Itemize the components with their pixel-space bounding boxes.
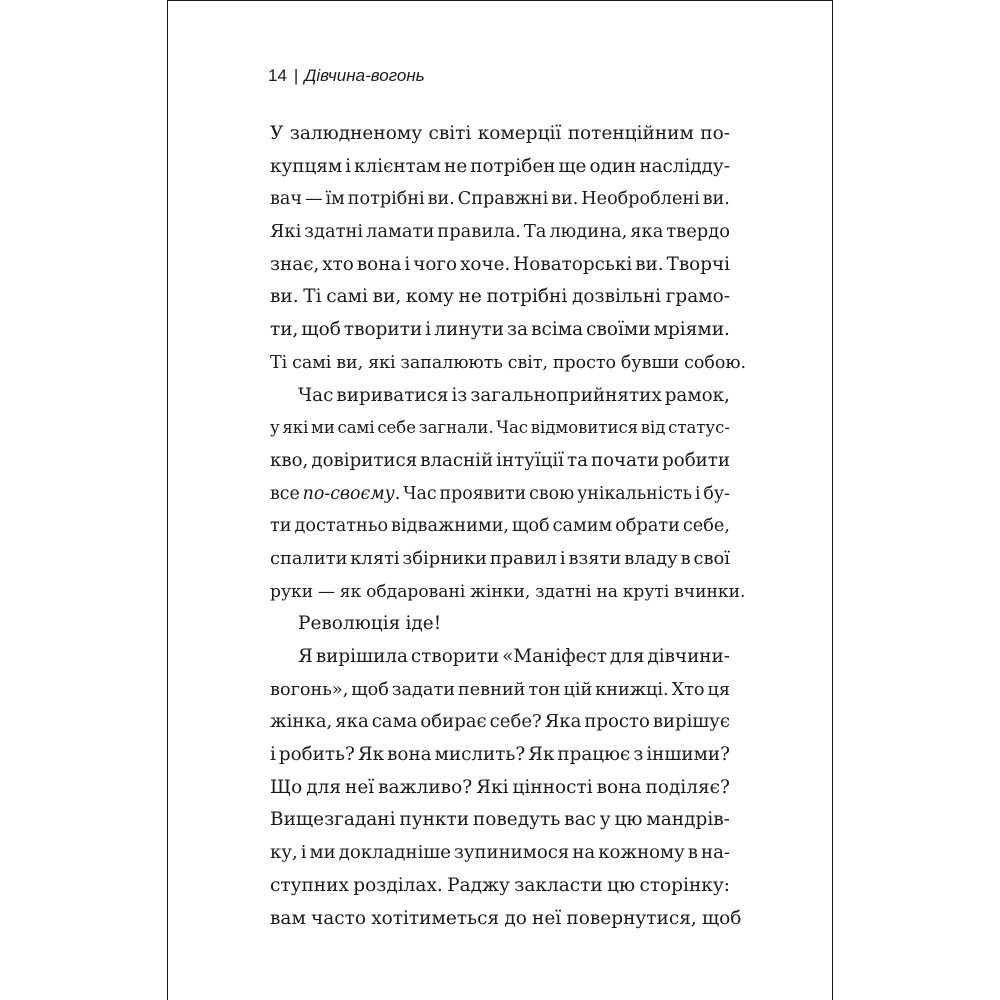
- text-line: Революція іде!: [298, 613, 442, 635]
- text-line: жінка, яка сама обирає себе? Яка просто вирішує: [270, 711, 730, 733]
- paragraph: [270, 608, 730, 641]
- text-line: кво, довіритися власній інтуїції та почати робити: [270, 449, 730, 471]
- text-line: Я вирішила створити «Маніфест для дівчини-: [298, 646, 730, 667]
- text-line: ступних розділах. Раджу закласти цю сторінку:: [270, 874, 730, 896]
- text-line: купцям і клієнтам не потрібен ще один наслідду-: [270, 155, 730, 177]
- paragraph: [270, 118, 747, 380]
- text-line: У залюдненому світі комерції потенційним по-: [270, 123, 730, 144]
- text-line: ви. Ті самі ви, кому не потрібні дозвільні грамо-: [270, 286, 730, 308]
- page-number: 14: [268, 66, 287, 85]
- text-line: Що для неї важливо? Які цінності вона поділяє?: [270, 776, 730, 798]
- text-line: знає, хто вона і чого хоче. Новаторські ви. Творчі: [270, 253, 730, 275]
- text-line: Час вириватися із загальноприйнятих рамок,: [298, 384, 730, 406]
- text-line: руки — як обдаровані жінки, здатні на круті вчинки.: [270, 581, 746, 602]
- book-title: Дівчина-вогонь: [304, 66, 425, 85]
- body-text: [270, 118, 747, 935]
- text-line: вач — їм потрібні ви. Справжні ви. Необроблені ви.: [270, 189, 730, 210]
- text-line: все по-своєму. Час проявити свою унікальність і бу-: [270, 483, 730, 504]
- text-line: вогонь», щоб задати певний тон цій книжці. Хто ця: [270, 679, 730, 700]
- header-separator: |: [293, 66, 299, 85]
- text-line: Ті самі ви, які запалюють світ, просто бувши собою.: [270, 352, 747, 373]
- text-line: вам часто хотітиметься до неї повернутися, щоб: [270, 907, 742, 929]
- text-line: Які здатні ламати правила. Та людина, яка твердо: [270, 221, 730, 243]
- text-line: Вищезгадані пункти поведуть вас у цю мандрів-: [270, 809, 730, 831]
- text-line: спалити кляті збірники правил і взяти владу в свої: [270, 547, 730, 569]
- text-line: ти достатньо відважними, щоб самим обрати себе,: [270, 516, 730, 537]
- text-line: ку, і ми докладніше зупинимося на кожному в на-: [270, 842, 730, 864]
- paragraph: [270, 380, 746, 609]
- running-head: [268, 66, 425, 86]
- text-line: у які ми самі себе загнали. Час відмовитися від статус-: [270, 418, 730, 438]
- text-line: ти, щоб творити і линути за всіма своїми мріями.: [270, 319, 730, 341]
- paragraph: [270, 641, 742, 935]
- text-line: і робить? Як вона мислить? Як працює з іншими?: [270, 744, 730, 766]
